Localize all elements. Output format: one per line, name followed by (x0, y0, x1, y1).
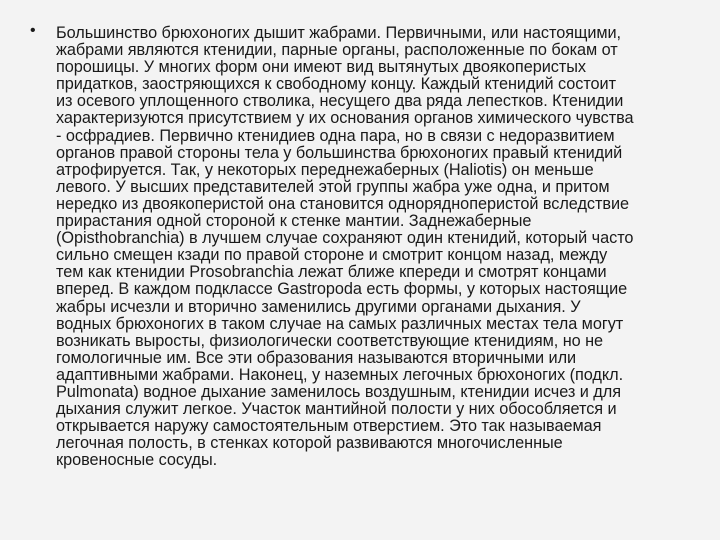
text-line: Pulmonata) водное дыхание заменилось воздушным, ктенидии исчез и для (56, 382, 621, 401)
text-line: открывается наружу самостоятельным отверстием. Это так называемая (56, 417, 602, 436)
text-line: дыхания служит легкое. Участок мантийной полости у них обособляется и (56, 400, 617, 419)
text-line: из осевого уплощенного стволика, несущего два ряда лепестков. Ктенидии (56, 92, 624, 111)
text-line: тем как ктенидии Prosobranchia лежат ближе кпереди и смотрят концами (56, 263, 607, 282)
text-line: (Opisthobranchia) в лучшем случае сохраняют один ктенидий, который часто (56, 229, 634, 248)
text-line: органов правой стороны тела у большинства брюхоногих правый ктенидий (56, 143, 623, 162)
text-line: сильно смещен кзади по правой стороне и смотрит концом назад, между (56, 246, 608, 265)
text-line: придатков, заостряющихся к свободному концу. Каждый ктенидий состоит (56, 75, 617, 94)
text-line: гомологичные им. Все эти образования называются вторичными или (56, 348, 577, 367)
text-line: прирастания одной стороной к стенке мантии. Заднежаберные (56, 212, 532, 231)
text-line: легочная полость, в стенках которой развиваются многочисленные (56, 434, 563, 453)
text-line: Большинство брюхоногих дышит жабрами. Первичными, или настоящими, (56, 24, 622, 42)
text-line: порошицы. У многих форм они имеют вид вытянутых двоякоперистых (56, 58, 586, 77)
text-line: левого. У высших представителей этой группы жабра уже одна, и притом (56, 177, 610, 196)
bullet-point: • (30, 22, 36, 39)
text-line: - осфрадиев. Первично ктенидиев одна пара, но в связи с недоразвитием (56, 126, 615, 145)
body-text (56, 25, 701, 469)
text-line: нередко из двоякоперистой она становится однорядноперистой вследствие (56, 194, 630, 213)
text-line: жабры исчезли и вторично заменились другими органами дыхания. У (56, 297, 581, 316)
text-line: возникать выросты, физиологически соответствующие ктенидиям, но не (56, 331, 604, 350)
text-line: атрофируется. Так, у некоторых переднежаберных (Haliotis) он меньше (56, 160, 594, 179)
text-line: адаптивными жабрами. Наконец, у наземных легочных брюхоногих (подкл. (56, 365, 624, 384)
text-line: характеризуются присутствием у их основания органов химического чувства (56, 109, 634, 128)
text-line: кровеносные сосуды. (56, 451, 218, 470)
text-line: водных брюхоногих в таком случае на самых различных местах тела могут (56, 314, 624, 333)
text-line: жабрами являются ктенидии, парные органы, расположенные по бокам от (56, 41, 618, 60)
text-line: вперед. В каждом подклассе Gastropoda есть формы, у которых настоящие (56, 280, 628, 299)
